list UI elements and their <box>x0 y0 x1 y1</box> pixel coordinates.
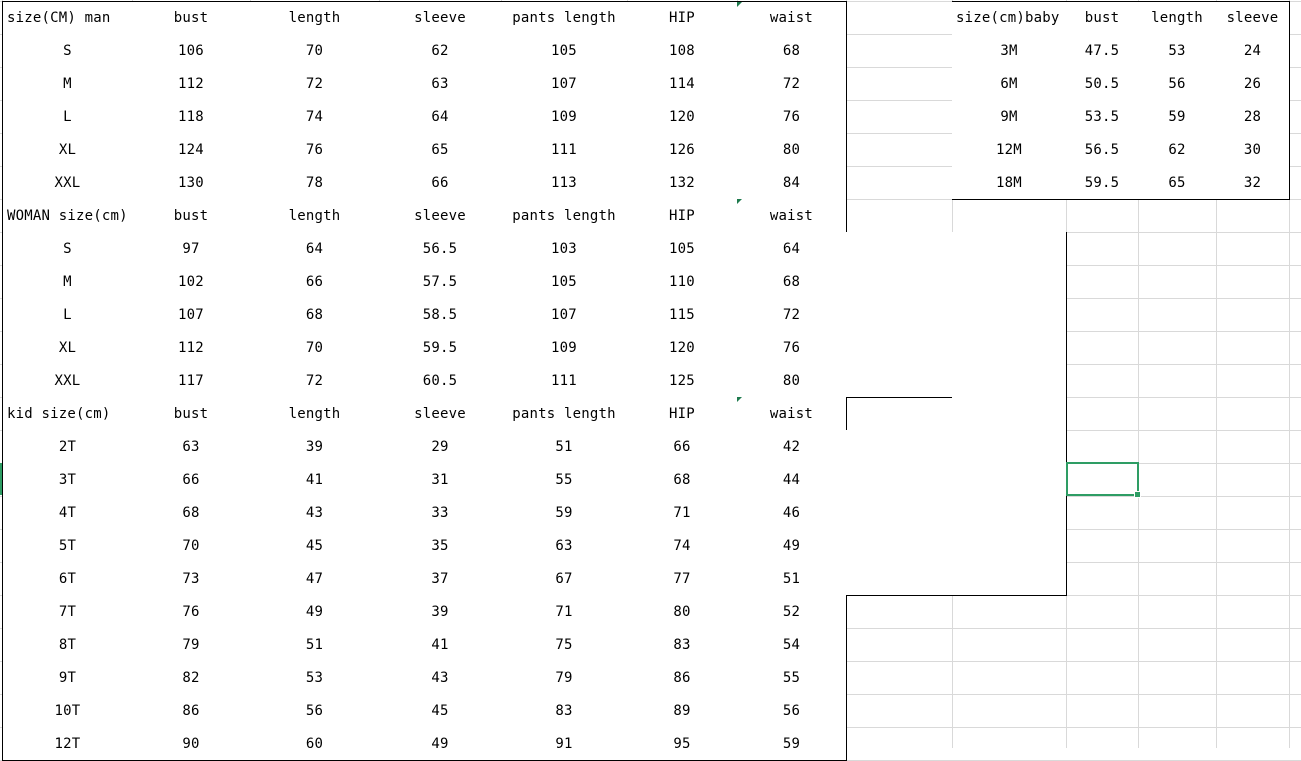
size-cell[interactable]: 3M <box>952 34 1067 68</box>
value-cell[interactable]: 53.5 <box>1066 100 1139 134</box>
column-header-cell[interactable]: pants length <box>501 199 628 233</box>
value-cell[interactable]: 86 <box>132 694 251 728</box>
size-cell[interactable]: S <box>2 34 133 68</box>
value-cell[interactable]: 66 <box>379 166 502 200</box>
comment-indicator-icon <box>737 2 742 7</box>
value-cell[interactable]: 60 <box>250 727 380 761</box>
column-header-cell[interactable]: HIP <box>627 199 738 233</box>
value-cell[interactable]: 31 <box>379 463 502 497</box>
value-cell[interactable]: 68 <box>250 298 380 332</box>
value-cell[interactable]: 66 <box>250 265 380 299</box>
value-cell[interactable]: 111 <box>501 364 628 398</box>
value-cell[interactable]: 72 <box>250 67 380 101</box>
value-cell[interactable]: 95 <box>627 727 738 761</box>
value-cell[interactable]: 73 <box>132 562 251 596</box>
value-cell[interactable]: 59.5 <box>1066 166 1139 200</box>
value-cell[interactable]: 47.5 <box>1066 34 1139 68</box>
value-cell[interactable]: 49 <box>737 529 847 563</box>
value-cell[interactable]: 65 <box>1138 166 1217 200</box>
empty-cell[interactable] <box>846 331 953 365</box>
size-cell[interactable]: 10T <box>2 694 133 728</box>
column-header-cell[interactable]: bust <box>132 199 251 233</box>
value-cell[interactable]: 77 <box>627 562 738 596</box>
section-header-cell[interactable]: kid size(cm) <box>2 397 133 431</box>
value-cell[interactable]: 89 <box>627 694 738 728</box>
size-cell[interactable]: M <box>2 67 133 101</box>
value-cell[interactable]: 59 <box>737 727 847 761</box>
column-header-cell[interactable]: waist <box>737 397 847 431</box>
value-cell[interactable]: 91 <box>501 727 628 761</box>
size-cell[interactable]: 12M <box>952 133 1067 167</box>
value-cell[interactable]: 29 <box>379 430 502 464</box>
value-cell[interactable]: 53 <box>1138 34 1217 68</box>
value-cell[interactable]: 109 <box>501 331 628 365</box>
value-cell[interactable]: 118 <box>132 100 251 134</box>
value-cell[interactable]: 63 <box>379 67 502 101</box>
size-cell[interactable]: L <box>2 100 133 134</box>
value-cell[interactable]: 113 <box>501 166 628 200</box>
size-cell[interactable]: M <box>2 265 133 299</box>
value-cell[interactable]: 30 <box>1216 133 1290 167</box>
value-cell[interactable]: 35 <box>379 529 502 563</box>
empty-cell[interactable] <box>952 397 1067 431</box>
size-cell[interactable]: XL <box>2 133 133 167</box>
empty-cell[interactable] <box>846 298 953 332</box>
value-cell[interactable]: 62 <box>379 34 502 68</box>
value-cell[interactable]: 51 <box>250 628 380 662</box>
column-header-cell[interactable]: sleeve <box>1216 1 1290 35</box>
value-cell[interactable]: 64 <box>379 100 502 134</box>
value-cell[interactable]: 39 <box>250 430 380 464</box>
value-cell[interactable]: 42 <box>737 430 847 464</box>
value-cell[interactable]: 58.5 <box>379 298 502 332</box>
value-cell[interactable]: 64 <box>737 232 847 266</box>
value-cell[interactable]: 71 <box>627 496 738 530</box>
value-cell[interactable]: 57.5 <box>379 265 502 299</box>
empty-cell[interactable] <box>846 529 953 563</box>
value-cell[interactable]: 66 <box>132 463 251 497</box>
value-cell[interactable]: 68 <box>627 463 738 497</box>
section-header-cell[interactable]: WOMAN size(cm) <box>2 199 133 233</box>
value-cell[interactable]: 120 <box>627 331 738 365</box>
value-cell[interactable]: 107 <box>132 298 251 332</box>
value-cell[interactable]: 120 <box>627 100 738 134</box>
value-cell[interactable]: 70 <box>250 34 380 68</box>
value-cell[interactable]: 55 <box>501 463 628 497</box>
value-cell[interactable]: 64 <box>250 232 380 266</box>
column-header-cell[interactable]: sleeve <box>379 1 502 35</box>
value-cell[interactable]: 109 <box>501 100 628 134</box>
value-cell[interactable]: 83 <box>627 628 738 662</box>
value-cell[interactable]: 71 <box>501 595 628 629</box>
value-cell[interactable]: 62 <box>1138 133 1217 167</box>
size-cell[interactable]: XXL <box>2 364 133 398</box>
empty-cell[interactable] <box>846 496 953 530</box>
value-cell[interactable]: 70 <box>250 331 380 365</box>
value-cell[interactable]: 112 <box>132 331 251 365</box>
value-cell[interactable]: 60.5 <box>379 364 502 398</box>
empty-cell[interactable] <box>846 463 953 497</box>
value-cell[interactable]: 33 <box>379 496 502 530</box>
value-cell[interactable]: 76 <box>737 331 847 365</box>
size-cell[interactable]: 6M <box>952 67 1067 101</box>
value-cell[interactable]: 63 <box>132 430 251 464</box>
empty-cell[interactable] <box>846 562 953 596</box>
comment-indicator-icon <box>737 397 742 402</box>
value-cell[interactable]: 124 <box>132 133 251 167</box>
size-cell[interactable]: XXL <box>2 166 133 200</box>
value-cell[interactable]: 51 <box>501 430 628 464</box>
value-cell[interactable]: 24 <box>1216 34 1290 68</box>
value-cell[interactable]: 68 <box>737 265 847 299</box>
value-cell[interactable]: 97 <box>132 232 251 266</box>
value-cell[interactable]: 43 <box>250 496 380 530</box>
empty-cell[interactable] <box>952 265 1067 299</box>
size-cell[interactable]: XL <box>2 331 133 365</box>
value-cell[interactable]: 63 <box>501 529 628 563</box>
empty-cell[interactable] <box>846 265 953 299</box>
empty-cell[interactable] <box>952 364 1067 398</box>
value-cell[interactable]: 51 <box>737 562 847 596</box>
value-cell[interactable]: 56.5 <box>1066 133 1139 167</box>
value-cell[interactable]: 56 <box>1138 67 1217 101</box>
value-cell[interactable]: 76 <box>737 100 847 134</box>
size-cell[interactable]: 9M <box>952 100 1067 134</box>
value-cell[interactable]: 52 <box>737 595 847 629</box>
value-cell[interactable]: 28 <box>1216 100 1290 134</box>
value-cell[interactable]: 68 <box>737 34 847 68</box>
value-cell[interactable]: 110 <box>627 265 738 299</box>
value-cell[interactable]: 114 <box>627 67 738 101</box>
column-header-cell[interactable]: waist <box>737 199 847 233</box>
column-header-cell[interactable]: length <box>1138 1 1217 35</box>
value-cell[interactable]: 72 <box>737 298 847 332</box>
value-cell[interactable]: 56 <box>250 694 380 728</box>
value-cell[interactable]: 66 <box>627 430 738 464</box>
size-cell[interactable]: 8T <box>2 628 133 662</box>
value-cell[interactable]: 117 <box>132 364 251 398</box>
value-cell[interactable]: 78 <box>250 166 380 200</box>
value-cell[interactable]: 67 <box>501 562 628 596</box>
value-cell[interactable]: 46 <box>737 496 847 530</box>
value-cell[interactable]: 72 <box>737 67 847 101</box>
value-cell[interactable]: 56 <box>737 694 847 728</box>
value-cell[interactable]: 45 <box>379 694 502 728</box>
empty-cell[interactable] <box>952 496 1067 530</box>
value-cell[interactable]: 86 <box>627 661 738 695</box>
value-cell[interactable]: 107 <box>501 298 628 332</box>
value-cell[interactable]: 56.5 <box>379 232 502 266</box>
value-cell[interactable]: 80 <box>737 364 847 398</box>
value-cell[interactable]: 68 <box>132 496 251 530</box>
value-cell[interactable]: 76 <box>132 595 251 629</box>
value-cell[interactable]: 26 <box>1216 67 1290 101</box>
value-cell[interactable]: 105 <box>501 265 628 299</box>
empty-cell[interactable] <box>952 430 1067 464</box>
value-cell[interactable]: 41 <box>250 463 380 497</box>
size-cell[interactable]: 4T <box>2 496 133 530</box>
value-cell[interactable]: 130 <box>132 166 251 200</box>
column-header-cell[interactable]: pants length <box>501 1 628 35</box>
value-cell[interactable]: 106 <box>132 34 251 68</box>
value-cell[interactable]: 83 <box>501 694 628 728</box>
section-header-cell[interactable]: size(CM) man <box>2 1 133 35</box>
empty-cell[interactable] <box>846 232 953 266</box>
empty-cell[interactable] <box>952 331 1067 365</box>
value-cell[interactable]: 70 <box>132 529 251 563</box>
value-cell[interactable]: 43 <box>379 661 502 695</box>
size-cell[interactable]: 7T <box>2 595 133 629</box>
active-row-marker <box>0 463 2 495</box>
value-cell[interactable]: 74 <box>250 100 380 134</box>
value-cell[interactable]: 84 <box>737 166 847 200</box>
size-cell[interactable]: 18M <box>952 166 1067 200</box>
value-cell[interactable]: 49 <box>250 595 380 629</box>
column-header-cell[interactable]: length <box>250 397 380 431</box>
value-cell[interactable]: 50.5 <box>1066 67 1139 101</box>
value-cell[interactable]: 126 <box>627 133 738 167</box>
column-header-cell[interactable]: length <box>250 199 380 233</box>
value-cell[interactable]: 90 <box>132 727 251 761</box>
column-header-cell[interactable]: waist <box>737 1 847 35</box>
value-cell[interactable]: 125 <box>627 364 738 398</box>
size-cell[interactable]: L <box>2 298 133 332</box>
value-cell[interactable]: 79 <box>501 661 628 695</box>
empty-cell[interactable] <box>952 298 1067 332</box>
value-cell[interactable]: 102 <box>132 265 251 299</box>
size-cell[interactable]: 12T <box>2 727 133 761</box>
value-cell[interactable]: 108 <box>627 34 738 68</box>
value-cell[interactable]: 39 <box>379 595 502 629</box>
value-cell[interactable]: 107 <box>501 67 628 101</box>
fill-handle[interactable] <box>1134 491 1141 498</box>
value-cell[interactable]: 103 <box>501 232 628 266</box>
value-cell[interactable]: 65 <box>379 133 502 167</box>
comment-indicator-icon <box>737 199 742 204</box>
value-cell[interactable]: 49 <box>379 727 502 761</box>
empty-cell[interactable] <box>952 529 1067 563</box>
value-cell[interactable]: 54 <box>737 628 847 662</box>
empty-cell[interactable] <box>952 232 1067 266</box>
empty-cell[interactable] <box>846 430 953 464</box>
value-cell[interactable]: 41 <box>379 628 502 662</box>
value-cell[interactable]: 112 <box>132 67 251 101</box>
value-cell[interactable]: 55 <box>737 661 847 695</box>
value-cell[interactable]: 132 <box>627 166 738 200</box>
size-cell[interactable]: 6T <box>2 562 133 596</box>
value-cell[interactable]: 72 <box>250 364 380 398</box>
value-cell[interactable]: 32 <box>1216 166 1290 200</box>
column-header-cell[interactable]: bust <box>132 1 251 35</box>
size-cell[interactable]: 2T <box>2 430 133 464</box>
value-cell[interactable]: 59.5 <box>379 331 502 365</box>
size-cell[interactable]: 5T <box>2 529 133 563</box>
empty-cell[interactable] <box>846 364 953 398</box>
size-cell[interactable]: 3T <box>2 463 133 497</box>
size-cell[interactable]: S <box>2 232 133 266</box>
column-header-cell[interactable]: length <box>250 1 380 35</box>
section-header-cell[interactable]: size(cm)baby <box>952 1 1067 35</box>
value-cell[interactable]: 59 <box>501 496 628 530</box>
value-cell[interactable]: 45 <box>250 529 380 563</box>
empty-cell[interactable] <box>952 463 1067 497</box>
value-cell[interactable]: 105 <box>627 232 738 266</box>
column-header-cell[interactable]: bust <box>132 397 251 431</box>
size-cell[interactable]: 9T <box>2 661 133 695</box>
column-header-cell[interactable]: HIP <box>627 1 738 35</box>
value-cell[interactable]: 75 <box>501 628 628 662</box>
value-cell[interactable]: 53 <box>250 661 380 695</box>
column-header-cell[interactable]: sleeve <box>379 397 502 431</box>
value-cell[interactable]: 37 <box>379 562 502 596</box>
value-cell[interactable]: 82 <box>132 661 251 695</box>
column-header-cell[interactable]: pants length <box>501 397 628 431</box>
value-cell[interactable]: 115 <box>627 298 738 332</box>
value-cell[interactable]: 59 <box>1138 100 1217 134</box>
value-cell[interactable]: 79 <box>132 628 251 662</box>
value-cell[interactable]: 74 <box>627 529 738 563</box>
column-header-cell[interactable]: sleeve <box>379 199 502 233</box>
value-cell[interactable]: 44 <box>737 463 847 497</box>
column-header-cell[interactable]: bust <box>1066 1 1139 35</box>
empty-cell[interactable] <box>952 562 1067 596</box>
value-cell[interactable]: 105 <box>501 34 628 68</box>
value-cell[interactable]: 111 <box>501 133 628 167</box>
value-cell[interactable]: 76 <box>250 133 380 167</box>
value-cell[interactable]: 80 <box>737 133 847 167</box>
column-header-cell[interactable]: HIP <box>627 397 738 431</box>
value-cell[interactable]: 47 <box>250 562 380 596</box>
selected-cell-outline[interactable] <box>1066 462 1139 496</box>
value-cell[interactable]: 80 <box>627 595 738 629</box>
